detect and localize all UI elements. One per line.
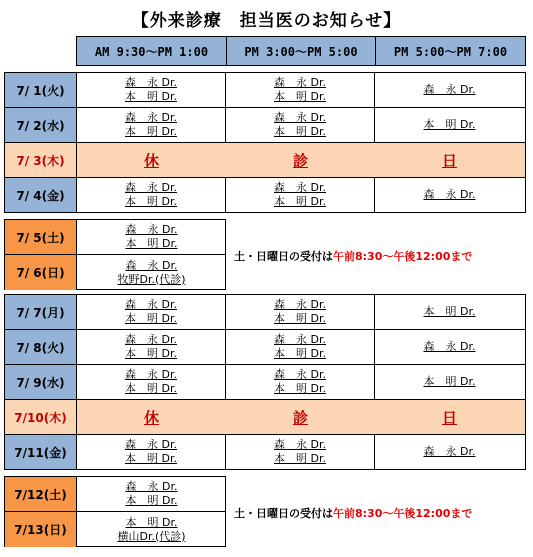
doctor-name: 森 永 Dr. — [423, 340, 476, 353]
pm2-cell — [375, 435, 524, 469]
doctor-name: 本 明 Dr. — [125, 90, 177, 103]
doctor-name: 本 明 Dr. — [125, 452, 177, 465]
doctor-name: 森 永 Dr. — [274, 111, 326, 124]
doctor-name: 本 明 Dr. — [125, 515, 178, 529]
date-cell: 7/ 3(木) — [5, 143, 77, 177]
doctor-name: 本 明 Dr. — [274, 312, 326, 325]
pm1-cell — [226, 178, 375, 212]
pm1-cell — [226, 365, 375, 399]
closed-char: 休 — [143, 151, 159, 170]
doctor-name: 本 明 Dr. — [125, 382, 177, 395]
closed-row — [4, 399, 526, 435]
doctor-name: 本 明 Dr. — [274, 90, 326, 103]
date-cell: 7/ 8(火) — [5, 330, 77, 364]
pm2-cell — [375, 73, 524, 107]
am-cell — [77, 435, 226, 469]
doctor-name: 森 永 Dr. — [274, 368, 326, 381]
doctor-name: 本 明 Dr. — [125, 125, 177, 138]
date-cell: 7/ 6(日) — [5, 255, 77, 290]
doctor-name: 本 明 Dr. — [125, 312, 177, 325]
date-cell: 7/ 4(金) — [5, 178, 77, 212]
am-cell — [77, 108, 226, 142]
doctor-name: 本 明 Dr. — [423, 375, 476, 388]
closed-char: 日 — [441, 151, 457, 170]
doctor-name: 森 永 Dr. — [274, 333, 326, 346]
doctor-name: 森 永 Dr. — [274, 438, 326, 451]
weekend-reception-note — [234, 248, 472, 264]
doctor-name: 本 明 Dr. — [274, 347, 326, 360]
doctor-name: 本 明 Dr. — [125, 347, 177, 360]
pm1-cell — [226, 295, 375, 329]
date-cell: 7/11(金) — [5, 435, 77, 469]
am-cell — [77, 477, 226, 511]
date-cell: 7/13(日) — [5, 512, 77, 547]
note-prefix: 土・日曜日の受付は — [234, 250, 333, 263]
am-cell — [77, 512, 226, 547]
note-hours: 午前8:30～午後12:00まで — [333, 507, 473, 520]
weekend-row — [5, 220, 225, 255]
schedule-row — [4, 177, 526, 213]
doctor-name: 森 永 Dr. — [125, 223, 178, 236]
weekend-block — [4, 219, 226, 290]
pm1-cell — [226, 435, 375, 469]
am-cell — [77, 330, 226, 364]
date-cell: 7/ 1(火) — [5, 73, 77, 107]
schedule-row — [4, 329, 526, 365]
doctor-name: 森 永 Dr. — [125, 298, 177, 311]
date-cell: 7/10(木) — [5, 400, 77, 434]
doctor-name: 森 永 Dr. — [125, 480, 178, 493]
closed-char: 診 — [292, 408, 308, 427]
closed-char: 診 — [292, 151, 308, 170]
doctor-name: 本 明 Dr. — [125, 195, 177, 208]
doctor-name: 本 明 Dr. — [274, 125, 326, 138]
header-pm2: PM 5:00～PM 7:00 — [375, 36, 526, 66]
am-cell — [77, 295, 226, 329]
pm2-cell — [375, 108, 524, 142]
am-cell — [77, 178, 226, 212]
am-cell — [77, 365, 226, 399]
schedule-row — [4, 364, 526, 400]
date-cell: 7/ 2(水) — [5, 108, 77, 142]
schedule-row — [4, 434, 526, 470]
doctor-name: 本 明 Dr. — [423, 118, 476, 131]
am-cell — [77, 220, 226, 254]
closed-char: 休 — [143, 408, 159, 427]
weekend-reception-note — [234, 505, 472, 521]
weekend-row — [5, 477, 225, 512]
doctor-name: 森 永 Dr. — [125, 258, 178, 272]
note-hours: 午前8:30～午後12:00まで — [333, 250, 473, 263]
pm2-cell — [375, 365, 524, 399]
pm2-cell — [375, 295, 524, 329]
doctor-name: 本 明 Dr. — [274, 452, 326, 465]
doctor-name: 森 永 Dr. — [125, 111, 177, 124]
doctor-name: 森 永 Dr. — [423, 445, 476, 458]
doctor-name: 森 永 Dr. — [274, 298, 326, 311]
doctor-name: 森 永 Dr. — [125, 181, 177, 194]
pm1-cell — [226, 108, 375, 142]
schedule-row — [4, 72, 526, 108]
pm2-cell — [375, 330, 524, 364]
doctor-name: 森 永 Dr. — [125, 333, 177, 346]
weekend-block — [4, 476, 226, 547]
header-pm1: PM 3:00～PM 5:00 — [226, 36, 376, 66]
doctor-name: 本 明 Dr. — [274, 382, 326, 395]
date-cell: 7/ 5(土) — [5, 220, 77, 254]
pm1-cell — [226, 73, 375, 107]
pm1-cell — [226, 330, 375, 364]
doctor-name: 森 永 Dr. — [423, 188, 476, 201]
am-cell — [77, 73, 226, 107]
page-title: 【外来診療 担当医のお知らせ】 — [131, 11, 402, 31]
note-prefix: 土・日曜日の受付は — [234, 507, 333, 520]
weekend-row — [5, 255, 225, 290]
date-cell: 7/ 7(月) — [5, 295, 77, 329]
doctor-name: 森 永 Dr. — [125, 438, 177, 451]
doctor-name: 森 永 Dr. — [274, 181, 326, 194]
closed-row — [4, 142, 526, 178]
doctor-name: 森 永 Dr. — [274, 76, 326, 89]
doctor-name: 本 明 Dr. — [125, 494, 178, 507]
doctor-name: 森 永 Dr. — [125, 368, 177, 381]
doctor-name: 牧野Dr.(代診) — [117, 272, 186, 286]
doctor-name: 本 明 Dr. — [274, 195, 326, 208]
doctor-name: 本 明 Dr. — [423, 305, 476, 318]
date-cell: 7/12(土) — [5, 477, 77, 511]
weekend-row — [5, 512, 225, 547]
header-am: AM 9:30～PM 1:00 — [76, 36, 227, 66]
schedule-row — [4, 107, 526, 143]
pm2-cell — [375, 178, 524, 212]
closed-char: 日 — [441, 408, 457, 427]
doctor-name: 本 明 Dr. — [125, 237, 178, 250]
doctor-name: 森 永 Dr. — [423, 83, 476, 96]
doctor-name: 横山Dr.(代診) — [117, 529, 186, 543]
date-cell: 7/ 9(水) — [5, 365, 77, 399]
am-cell — [77, 255, 226, 290]
doctor-name: 森 永 Dr. — [125, 76, 177, 89]
schedule-row — [4, 294, 526, 330]
